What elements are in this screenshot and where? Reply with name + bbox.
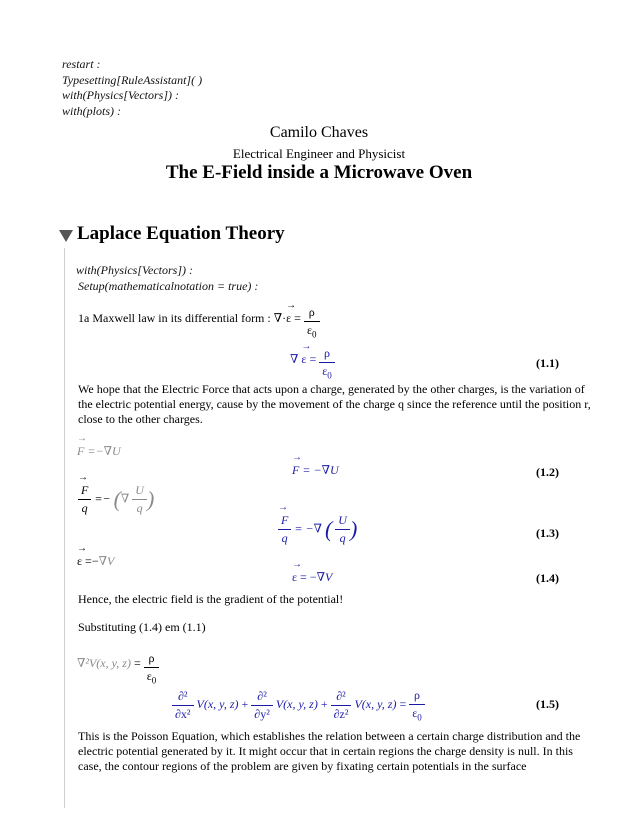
- minus-sign: −: [305, 521, 314, 536]
- d2-dz2-fraction: [331, 689, 352, 722]
- equation-label-1-5: (1.5): [536, 697, 559, 711]
- equals-sign: =: [302, 463, 311, 477]
- equation-output-1-4: [292, 570, 332, 585]
- equation-output-1-5: [172, 688, 425, 722]
- epsilon-vector: → ε: [292, 570, 297, 585]
- potential-energy-symbol: U: [111, 444, 121, 458]
- potential-energy-symbol: U: [132, 483, 147, 500]
- command-with-plots[interactable]: with(plots) :: [62, 104, 121, 118]
- equals-sign: =: [87, 444, 96, 458]
- subscript-zero: 0: [417, 712, 422, 723]
- dot-operator: ·: [282, 311, 287, 325]
- minus-sign: −: [95, 444, 104, 458]
- partial-y-squared: ∂y²: [254, 706, 270, 721]
- potential-symbol: V: [325, 570, 333, 584]
- paragraph-poisson: This is the Poisson Equation, which establishes the relation between a certain charge distribution and the electric potential generated by it. It might occur that in certain regions the charge density is null. In this case, the contour regions of the problem are given by fixating certain potentials in the surface: [78, 729, 581, 773]
- epsilon-symbol: ε: [322, 364, 328, 378]
- epsilon-vector: → ε: [301, 352, 306, 367]
- equals-sign: =: [294, 311, 301, 325]
- charge-symbol: q: [339, 531, 346, 545]
- plus-sign: +: [241, 696, 249, 711]
- command-setup[interactable]: Setup(mathematicalnotation = true) :: [78, 279, 259, 293]
- d2-dx2-fraction: [172, 689, 194, 722]
- paren-open: (: [324, 516, 333, 542]
- equation-label-1-1: (1.1): [536, 356, 559, 370]
- partial-squared: ∂²: [172, 689, 194, 706]
- rho-symbol: ρ: [409, 688, 425, 705]
- equals-sign: =: [133, 656, 141, 670]
- eps0: [319, 363, 335, 380]
- epsilon-symbol: ε: [146, 669, 152, 683]
- poisson-input[interactable]: [77, 651, 159, 685]
- force-input[interactable]: [77, 444, 121, 459]
- paren-open: (: [113, 486, 121, 512]
- paren-close: ): [349, 516, 358, 542]
- charge-symbol: q: [281, 531, 288, 545]
- minus-sign: −: [91, 554, 99, 568]
- force-vector: → F: [278, 513, 291, 530]
- paren-close: ): [146, 486, 155, 512]
- paragraph-gradient: Hence, the electric field is the gradient of the potential!: [78, 592, 344, 606]
- eps0: [409, 705, 425, 722]
- u-over-q-fraction: [132, 483, 147, 516]
- potential-energy-symbol: U: [335, 513, 350, 530]
- nabla-symbol: ∇: [273, 311, 283, 325]
- rho-over-eps-fraction: [409, 688, 425, 722]
- author-name: Camilo Chaves: [269, 124, 369, 141]
- equation-label-1-3: (1.3): [536, 526, 559, 540]
- epsilon-symbol: ε: [412, 706, 418, 720]
- potential-symbol: V: [107, 554, 115, 568]
- equation-output-1-2: [292, 463, 339, 478]
- subscript-zero: 0: [312, 329, 317, 340]
- equals-sign: =: [300, 570, 307, 584]
- rho-symbol: ρ: [144, 651, 160, 668]
- subscript-zero: 0: [327, 370, 332, 381]
- subscript-zero: 0: [151, 675, 157, 686]
- equation-output-1-1: [290, 346, 335, 380]
- equation-label-1-2: (1.2): [536, 465, 559, 479]
- author-title: Electrical Engineer and Physicist: [232, 146, 406, 161]
- potential-energy-symbol: U: [329, 463, 339, 477]
- nabla-symbol: ∇: [103, 444, 112, 458]
- rho-over-eps-fraction: [319, 346, 335, 380]
- eps0: [144, 668, 160, 685]
- f-over-q-fraction: [78, 483, 91, 516]
- u-over-q-fraction: [335, 513, 350, 546]
- maxwell-input[interactable]: [78, 305, 320, 339]
- equals-sign: =: [294, 521, 303, 536]
- section-bracket: [64, 248, 65, 808]
- maxwell-intro: 1a Maxwell law in its differential form :: [78, 311, 271, 325]
- paragraph-substituting: Substituting (1.4) em (1.1): [78, 620, 206, 634]
- epsilon-vector: → ε: [77, 554, 82, 569]
- nabla-symbol: ∇: [316, 570, 325, 584]
- f-over-q-fraction: [278, 513, 291, 546]
- nabla-symbol: ∇: [98, 554, 107, 568]
- command-typesetting[interactable]: Typesetting[RuleAssistant]( ): [62, 73, 203, 87]
- potential-function: V(x, y, z): [196, 696, 239, 711]
- partial-squared: ∂²: [331, 689, 352, 706]
- equals-sign: =: [85, 554, 92, 568]
- nabla-symbol: ∇: [313, 521, 322, 536]
- section-title[interactable]: Laplace Equation Theory: [77, 223, 285, 244]
- d2-dy2-fraction: [251, 689, 273, 722]
- nabla-symbol: ∇: [120, 491, 130, 506]
- equals-sign: =: [94, 491, 103, 506]
- command-with-physics[interactable]: with(Physics[Vectors]) :: [62, 88, 179, 102]
- force-per-charge-input[interactable]: [78, 483, 154, 516]
- potential-function: V(x, y, z): [354, 696, 397, 711]
- partial-squared: ∂²: [251, 689, 273, 706]
- efield-input[interactable]: [77, 554, 114, 569]
- rho-symbol: ρ: [304, 305, 320, 322]
- partial-x-squared: ∂x²: [175, 706, 191, 721]
- section-collapse-icon[interactable]: [59, 230, 73, 242]
- force-vector: → F: [77, 444, 84, 459]
- minus-sign: −: [309, 570, 317, 584]
- minus-sign: −: [102, 491, 111, 506]
- rho-over-eps-fraction: [144, 651, 160, 685]
- equation-label-1-4: (1.4): [536, 571, 559, 585]
- potential-function: V(x, y, z): [275, 696, 318, 711]
- nabla-symbol: ∇: [321, 463, 330, 477]
- equation-output-1-3: [278, 513, 357, 546]
- plus-sign: +: [320, 696, 328, 711]
- epsilon-symbol: ε: [306, 323, 312, 337]
- command-with-physics-2[interactable]: with(Physics[Vectors]) :: [76, 263, 193, 277]
- rho-over-eps-fraction: [304, 305, 320, 339]
- command-restart[interactable]: restart :: [62, 57, 101, 71]
- epsilon-vector: → ε: [286, 311, 291, 326]
- eps0: [304, 322, 320, 339]
- paragraph-electric-force: We hope that the Electric Force that acts upon a charge, generated by the other charges, is the variation of the electric potential energy, cause by the movement of the charge q since the reference until the position r, close to the other charges.: [78, 382, 591, 426]
- laplacian-potential: ∇²V(x, y, z): [77, 656, 131, 670]
- equals-sign: =: [309, 352, 317, 366]
- nabla-symbol: ∇: [290, 352, 299, 366]
- page-title: The E-Field inside a Microwave Oven: [165, 162, 473, 183]
- equals-sign: =: [399, 696, 407, 711]
- force-vector: → F: [78, 483, 91, 500]
- rho-symbol: ρ: [319, 346, 335, 363]
- partial-z-squared: ∂z²: [333, 706, 349, 721]
- force-vector: → F: [292, 463, 299, 478]
- minus-sign: −: [313, 463, 322, 477]
- charge-symbol: q: [81, 501, 88, 515]
- charge-symbol: q: [136, 501, 143, 515]
